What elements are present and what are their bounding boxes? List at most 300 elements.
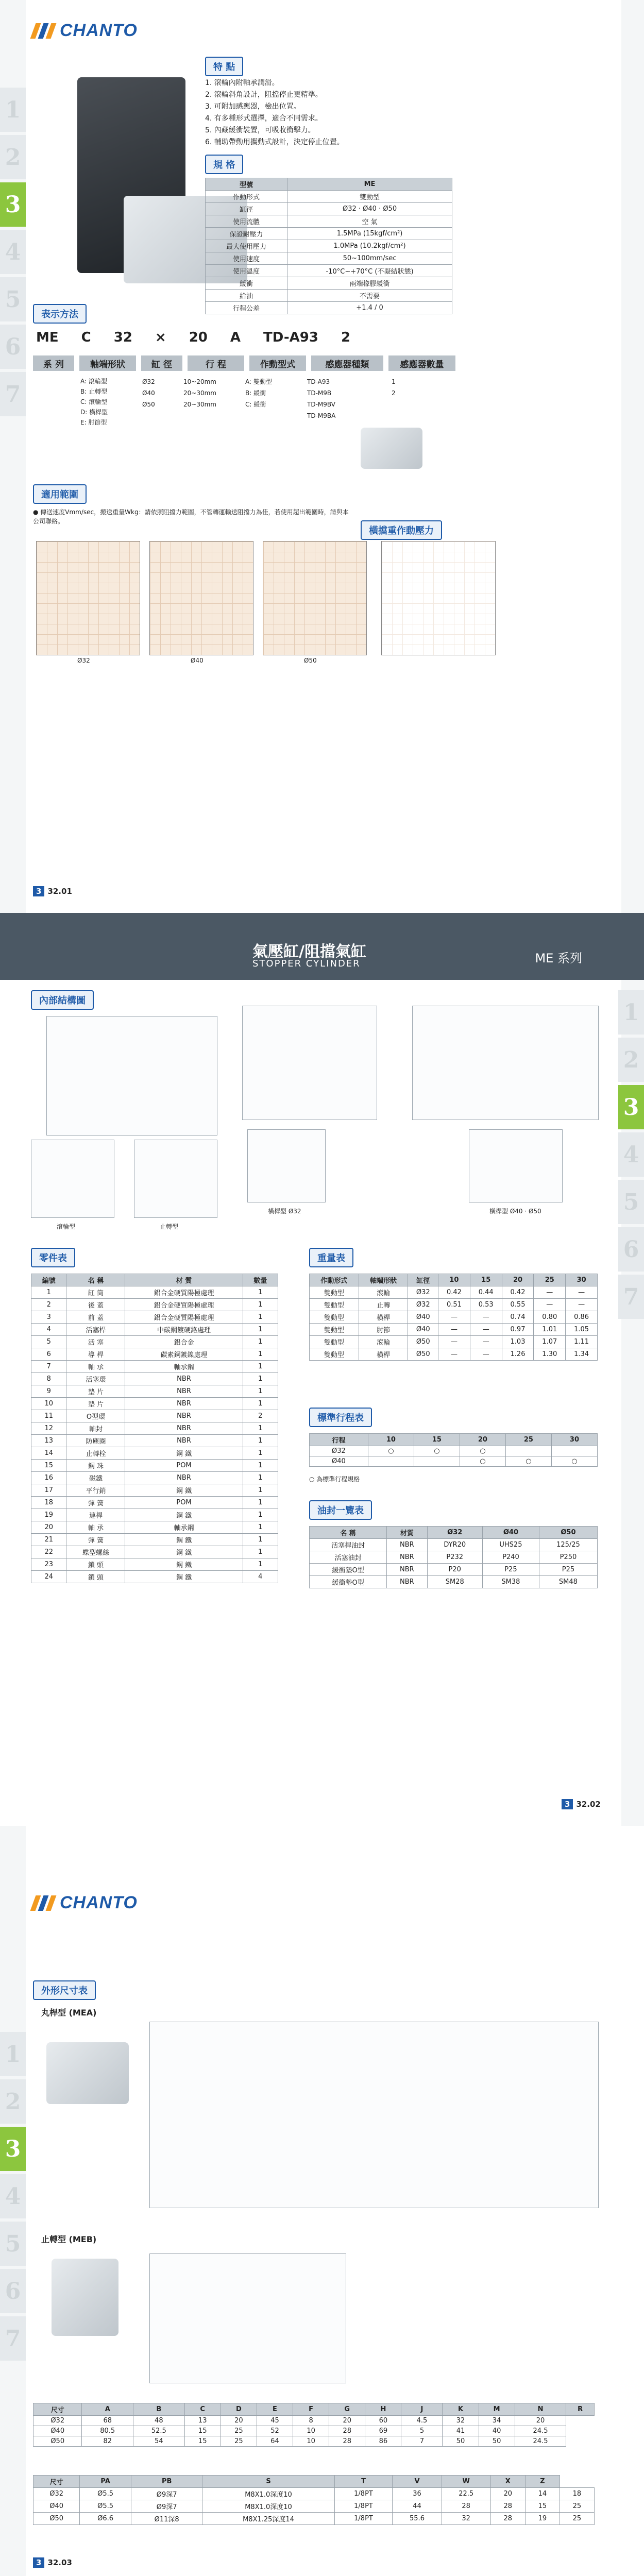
side-tab-2[interactable]: 2 bbox=[618, 1038, 644, 1082]
dim-head-cell: H bbox=[365, 2403, 401, 2416]
dim-head-cell: M bbox=[479, 2403, 515, 2416]
dim-head-cell: S bbox=[202, 2476, 334, 2488]
weight-cell: Ø40 bbox=[408, 1324, 438, 1336]
weight-cell: 雙動型 bbox=[310, 1299, 359, 1311]
stroke-table bbox=[309, 1433, 598, 1467]
table-row bbox=[31, 1497, 278, 1509]
seal-cell: P250 bbox=[539, 1551, 597, 1564]
weight-cell: Ø50 bbox=[408, 1348, 438, 1361]
dim-cell: 60 bbox=[365, 2416, 401, 2426]
stroke-cell: ○ bbox=[368, 1446, 414, 1456]
spec-cell: 緩衝 bbox=[206, 277, 287, 290]
parts-cell: 鋁合金硬質陽極處理 bbox=[125, 1311, 243, 1324]
side-tab-2[interactable]: 2 bbox=[0, 135, 26, 179]
dim-head-cell: Z bbox=[525, 2476, 560, 2488]
side-tab-3[interactable]: 3 bbox=[0, 182, 26, 227]
weight-cell: 1.05 bbox=[566, 1324, 598, 1336]
brand-logo bbox=[33, 1893, 138, 1913]
shaft-type-item: D: 橫桿型 bbox=[80, 409, 108, 416]
dim-cell: 15 bbox=[525, 2500, 560, 2513]
parts-cell: 磁鐵 bbox=[66, 1472, 125, 1484]
spec-cell: 不需要 bbox=[287, 290, 452, 302]
weight-cell: 雙動型 bbox=[310, 1311, 359, 1324]
weight-cell: 1.26 bbox=[502, 1348, 534, 1361]
weight-cell: — bbox=[438, 1311, 470, 1324]
dim-cell: 20 bbox=[490, 2488, 525, 2500]
dim-cell: Ø32 bbox=[33, 2416, 82, 2426]
dim-cell: 80.5 bbox=[82, 2426, 133, 2436]
parts-cell: 鋁合金硬質陽極處理 bbox=[125, 1299, 243, 1311]
table-row bbox=[31, 1348, 278, 1361]
dim-head-cell: E bbox=[257, 2403, 293, 2416]
seal-cell: P240 bbox=[482, 1551, 539, 1564]
table-row bbox=[33, 2436, 595, 2447]
usage-title: 適用範圍 bbox=[33, 484, 87, 504]
dim-cell: 54 bbox=[133, 2436, 185, 2447]
side-tab-7[interactable]: 7 bbox=[0, 2316, 26, 2361]
dim-cell: 50 bbox=[479, 2436, 515, 2447]
spec-table bbox=[205, 178, 452, 314]
side-tab-4[interactable]: 4 bbox=[618, 1132, 644, 1177]
stroke-list bbox=[183, 376, 216, 410]
parts-cell: 鋼 珠 bbox=[66, 1460, 125, 1472]
dim-cell: 1/8PT bbox=[334, 2500, 393, 2513]
order-code: × bbox=[155, 330, 166, 345]
dim-cell: 1/8PT bbox=[334, 2513, 393, 2525]
side-tab-1[interactable]: 1 bbox=[618, 990, 644, 1035]
dim-cell: 28 bbox=[490, 2500, 525, 2513]
weight-cell: 1.30 bbox=[534, 1348, 566, 1361]
spec-cell: Ø32 · Ø40 · Ø50 bbox=[287, 203, 452, 215]
dim-cell: 68 bbox=[82, 2416, 133, 2426]
parts-cell: 16 bbox=[31, 1472, 66, 1484]
parts-head-cell: 名 稱 bbox=[66, 1274, 125, 1286]
dim-head-cell: X bbox=[490, 2476, 525, 2488]
parts-head-cell: 數量 bbox=[243, 1274, 278, 1286]
side-tab-7[interactable]: 7 bbox=[618, 1275, 644, 1319]
seal-cell: 緩衝墊O型 bbox=[310, 1564, 387, 1576]
parts-cell: 1 bbox=[243, 1472, 278, 1484]
table-row bbox=[310, 1576, 598, 1588]
weight-cell: Ø32 bbox=[408, 1299, 438, 1311]
logo-mark-icon bbox=[33, 1895, 56, 1911]
parts-cell: 鋼 鐵 bbox=[125, 1484, 243, 1497]
struct-drawing-roller bbox=[46, 1016, 217, 1136]
catalog-page-1 bbox=[0, 0, 644, 913]
page-number bbox=[33, 2557, 72, 2568]
weight-cell: 0.42 bbox=[502, 1286, 534, 1299]
table-row bbox=[310, 1539, 598, 1551]
parts-cell: 前 蓋 bbox=[66, 1311, 125, 1324]
side-tab-3[interactable]: 3 bbox=[618, 1085, 644, 1129]
parts-cell: 1 bbox=[243, 1435, 278, 1447]
feature-item: 1. 滾輪內附軸承潤滑。 bbox=[205, 79, 279, 87]
dim-cell: 41 bbox=[443, 2426, 479, 2436]
seal-cell: SM48 bbox=[539, 1576, 597, 1588]
parts-cell: 1 bbox=[243, 1497, 278, 1509]
seal-cell: SM28 bbox=[427, 1576, 482, 1588]
table-row bbox=[310, 1311, 598, 1324]
table-row bbox=[310, 1456, 598, 1467]
weight-cell: — bbox=[470, 1336, 502, 1348]
table-row bbox=[310, 1551, 598, 1564]
parts-cell: 18 bbox=[31, 1497, 66, 1509]
weight-cell: 0.80 bbox=[534, 1311, 566, 1324]
table-row bbox=[310, 1446, 598, 1456]
stroke-cell bbox=[505, 1446, 551, 1456]
parts-cell: 1 bbox=[243, 1558, 278, 1571]
dim-cell: 28 bbox=[329, 2426, 365, 2436]
seal-head-cell: Ø50 bbox=[539, 1527, 597, 1539]
parts-cell: 1 bbox=[243, 1546, 278, 1558]
table-row bbox=[31, 1521, 278, 1534]
weight-cell: — bbox=[534, 1286, 566, 1299]
parts-cell: 鋁合金 bbox=[125, 1336, 243, 1348]
seal-head-cell: Ø40 bbox=[482, 1527, 539, 1539]
seal-cell: SM38 bbox=[482, 1576, 539, 1588]
page-number-text: 32.02 bbox=[576, 1800, 601, 1809]
page-number bbox=[33, 886, 72, 896]
page-number-text: 32.03 bbox=[47, 2558, 72, 2567]
parts-cell: 平行銷 bbox=[66, 1484, 125, 1497]
page-number-text: 32.01 bbox=[47, 887, 72, 896]
shaft-type-item: C: 滾輪型 bbox=[80, 398, 108, 405]
dim-head-cell: K bbox=[443, 2403, 479, 2416]
dim-cell: 28 bbox=[329, 2436, 365, 2447]
side-tab-7[interactable]: 7 bbox=[0, 372, 26, 416]
shaft-type-list bbox=[80, 376, 108, 428]
side-tab-6[interactable]: 6 bbox=[618, 1227, 644, 1272]
stroke-item: 10~20mm bbox=[183, 378, 216, 385]
chart-caption: Ø50 bbox=[304, 657, 317, 664]
dim-cell: 52 bbox=[257, 2426, 293, 2436]
dim-cell: 50 bbox=[443, 2436, 479, 2447]
table-row bbox=[31, 1484, 278, 1497]
parts-cell: 墊 片 bbox=[66, 1385, 125, 1398]
dim-cell: 86 bbox=[365, 2436, 401, 2447]
seal-cell: DYR20 bbox=[427, 1539, 482, 1551]
parts-cell: NBR bbox=[125, 1373, 243, 1385]
dim-head-cell: PA bbox=[80, 2476, 131, 2488]
table-row bbox=[33, 2500, 595, 2513]
parts-cell: 1 bbox=[243, 1361, 278, 1373]
struct-label: 橫桿型 Ø32 bbox=[268, 1208, 301, 1215]
order-code: TD-A93 bbox=[263, 330, 318, 345]
side-tab-1[interactable]: 1 bbox=[0, 88, 26, 132]
parts-cell: 彈 簧 bbox=[66, 1534, 125, 1546]
weight-cell: — bbox=[566, 1299, 598, 1311]
weight-cell: 雙動型 bbox=[310, 1348, 359, 1361]
parts-cell: 20 bbox=[31, 1521, 66, 1534]
stroke-cell: ○ bbox=[414, 1446, 460, 1456]
parts-head-cell: 編號 bbox=[31, 1274, 66, 1286]
dim-cell: 64 bbox=[257, 2436, 293, 2447]
side-tab-6[interactable]: 6 bbox=[0, 2269, 26, 2313]
side-tab-5[interactable]: 5 bbox=[0, 277, 26, 321]
dim-cell: 1/8PT bbox=[334, 2488, 393, 2500]
parts-cell: 22 bbox=[31, 1546, 66, 1558]
weight-cell: 0.42 bbox=[438, 1286, 470, 1299]
parts-cell: NBR bbox=[125, 1435, 243, 1447]
weight-cell: 0.74 bbox=[502, 1311, 534, 1324]
sensor-item: TD-M9BA bbox=[307, 412, 336, 419]
bore-item: Ø32 bbox=[142, 378, 155, 385]
stroke-item: 20~30mm bbox=[183, 401, 216, 408]
dim-head-cell: T bbox=[334, 2476, 393, 2488]
catalog-page-3 bbox=[0, 1826, 644, 2576]
parts-cell: 鋼 鐵 bbox=[125, 1558, 243, 1571]
struct-drawing-toggle-b bbox=[469, 1129, 563, 1202]
right-rail bbox=[621, 0, 644, 913]
order-code: A bbox=[230, 330, 241, 345]
parts-cell: 5 bbox=[31, 1336, 66, 1348]
parts-cell: 15 bbox=[31, 1460, 66, 1472]
dim-cell: Ø11深8 bbox=[131, 2513, 202, 2525]
table-row bbox=[31, 1534, 278, 1546]
feature-item: 3. 可附加感應器，檢出位置。 bbox=[205, 103, 301, 111]
stroke-head-cell: 行程 bbox=[310, 1434, 368, 1446]
parts-cell: 12 bbox=[31, 1422, 66, 1435]
weight-cell: 滾輪 bbox=[359, 1286, 408, 1299]
parts-cell: 1 bbox=[243, 1422, 278, 1435]
parts-cell: 後 蓋 bbox=[66, 1299, 125, 1311]
seal-cell: P232 bbox=[427, 1551, 482, 1564]
parts-cell: 碳素鋼鍍鎳處理 bbox=[125, 1348, 243, 1361]
dim-head-cell: B bbox=[133, 2403, 185, 2416]
dim-cell: 28 bbox=[490, 2513, 525, 2525]
side-tab-4[interactable]: 4 bbox=[0, 230, 26, 274]
operating-pressure-chart bbox=[381, 541, 496, 655]
dim-cell: 18 bbox=[560, 2488, 594, 2500]
weight-cell: 0.44 bbox=[470, 1286, 502, 1299]
action-list bbox=[245, 376, 272, 410]
sensor-count-list bbox=[392, 376, 396, 399]
parts-cell: 軸承鋼 bbox=[125, 1521, 243, 1534]
stroke-cell: ○ bbox=[460, 1446, 505, 1456]
parts-cell: 鋼 鐵 bbox=[125, 1509, 243, 1521]
table-row bbox=[33, 2416, 595, 2426]
parts-cell: 軸 承 bbox=[66, 1521, 125, 1534]
chapter-badge: 3 bbox=[33, 886, 44, 896]
parts-cell: 1 bbox=[243, 1398, 278, 1410]
parts-cell: 鎖 頭 bbox=[66, 1558, 125, 1571]
side-tab-5[interactable]: 5 bbox=[618, 1180, 644, 1224]
spec-cell: 空 氣 bbox=[287, 215, 452, 228]
shaft-type-item: A: 滾輪型 bbox=[80, 378, 107, 385]
dim-cell: 10 bbox=[293, 2426, 329, 2436]
weight-cell: 0.55 bbox=[502, 1299, 534, 1311]
spec-cell: 作動形式 bbox=[206, 191, 287, 203]
sensor-item: TD-A93 bbox=[307, 378, 330, 385]
weight-cell: 橫桿 bbox=[359, 1348, 408, 1361]
table-row bbox=[31, 1558, 278, 1571]
dim-cell: 36 bbox=[393, 2488, 442, 2500]
weight-cell: 橫桿 bbox=[359, 1311, 408, 1324]
weight-cell: — bbox=[438, 1336, 470, 1348]
weight-cell: Ø32 bbox=[408, 1286, 438, 1299]
parts-cell: 鋼 鐵 bbox=[125, 1546, 243, 1558]
weight-cell: — bbox=[470, 1348, 502, 1361]
dim-drawing-mea bbox=[149, 2022, 599, 2208]
parts-cell: 10 bbox=[31, 1398, 66, 1410]
dim-head-cell: D bbox=[221, 2403, 257, 2416]
weight-cell: 0.51 bbox=[438, 1299, 470, 1311]
spec-cell: 雙動型 bbox=[287, 191, 452, 203]
seal-cell: 活塞油封 bbox=[310, 1551, 387, 1564]
stroke-cell: ○ bbox=[460, 1456, 505, 1467]
dim-head-cell: 尺寸 bbox=[33, 2476, 80, 2488]
parts-cell: 軸承鋼 bbox=[125, 1361, 243, 1373]
features-title: 特 點 bbox=[205, 57, 243, 76]
side-tab-6[interactable]: 6 bbox=[0, 325, 26, 369]
parts-cell: 中碳鋼鍍硬鉻處理 bbox=[125, 1324, 243, 1336]
seal-cell: P20 bbox=[427, 1564, 482, 1576]
parts-cell: 1 bbox=[243, 1348, 278, 1361]
stroke-cell bbox=[551, 1446, 597, 1456]
brand-name: CHANTO bbox=[60, 21, 138, 40]
weight-cell: 雙動型 bbox=[310, 1286, 359, 1299]
table-row bbox=[310, 1336, 598, 1348]
parts-cell: 1 bbox=[243, 1373, 278, 1385]
struct-label: 滾輪型 bbox=[57, 1223, 76, 1230]
parts-cell: NBR bbox=[125, 1472, 243, 1484]
header-title-en: STOPPER CYLINDER bbox=[252, 958, 361, 969]
order-head: 感應器數量 bbox=[388, 355, 455, 371]
parts-cell: O型環 bbox=[66, 1410, 125, 1422]
parts-cell: NBR bbox=[125, 1422, 243, 1435]
dim-cell: 15 bbox=[184, 2426, 221, 2436]
parts-cell: 1 bbox=[243, 1534, 278, 1546]
usage-chart-3 bbox=[263, 541, 367, 655]
parts-title: 零件表 bbox=[31, 1248, 75, 1267]
table-row bbox=[31, 1410, 278, 1422]
table-row bbox=[33, 2513, 595, 2525]
spec-cell: +1.4 / 0 bbox=[287, 302, 452, 314]
parts-cell: 彈 簧 bbox=[66, 1497, 125, 1509]
dim-head-cell: G bbox=[329, 2403, 365, 2416]
stroke-item: 20~30mm bbox=[183, 389, 216, 397]
parts-cell: 21 bbox=[31, 1534, 66, 1546]
dim-cell: 52.5 bbox=[133, 2426, 185, 2436]
dim-cell: Ø6.6 bbox=[80, 2513, 131, 2525]
calc-title: 橫擋重作動壓力 bbox=[361, 520, 442, 540]
table-row bbox=[31, 1361, 278, 1373]
seal-cell: NBR bbox=[387, 1551, 427, 1564]
parts-cell: NBR bbox=[125, 1410, 243, 1422]
parts-cell: 蝶型螺絲 bbox=[66, 1546, 125, 1558]
parts-cell: 1 bbox=[243, 1385, 278, 1398]
stroke-head-cell: 10 bbox=[368, 1434, 414, 1446]
weight-cell: 1.03 bbox=[502, 1336, 534, 1348]
struct-label: 止轉型 bbox=[160, 1223, 179, 1230]
weight-head-cell: 缸徑 bbox=[408, 1274, 438, 1286]
table-row bbox=[310, 1324, 598, 1336]
side-tab-2[interactable]: 2 bbox=[0, 2079, 26, 2124]
dim-cell: 45 bbox=[257, 2416, 293, 2426]
parts-cell: 19 bbox=[31, 1509, 66, 1521]
parts-cell: 軸封 bbox=[66, 1422, 125, 1435]
weight-head-cell: 25 bbox=[534, 1274, 566, 1286]
action-item: A: 雙動型 bbox=[245, 378, 272, 385]
chapter-badge: 3 bbox=[562, 1799, 573, 1809]
weight-head-cell: 20 bbox=[502, 1274, 534, 1286]
weight-title: 重量表 bbox=[309, 1248, 353, 1267]
dim-cell: 8 bbox=[293, 2416, 329, 2426]
parts-cell: 2 bbox=[243, 1410, 278, 1422]
chart-caption: Ø32 bbox=[77, 657, 90, 664]
spec-cell: 行程公差 bbox=[206, 302, 287, 314]
weight-table bbox=[309, 1274, 598, 1361]
parts-cell: 軸 承 bbox=[66, 1361, 125, 1373]
sensor-count-item: 1 bbox=[392, 378, 396, 385]
stroke-head-cell: 15 bbox=[414, 1434, 460, 1446]
table-row bbox=[31, 1509, 278, 1521]
dim-cell: 5 bbox=[401, 2426, 443, 2436]
dim-head-cell: W bbox=[442, 2476, 490, 2488]
dim-cell: Ø9深7 bbox=[131, 2488, 202, 2500]
dim-cell: 13 bbox=[184, 2416, 221, 2426]
dim-cell: 28 bbox=[442, 2500, 490, 2513]
table-row bbox=[33, 2426, 595, 2436]
dim-cell: M8X1.0深度10 bbox=[202, 2488, 334, 2500]
side-tab-3[interactable]: 3 bbox=[0, 2127, 26, 2171]
weight-cell: — bbox=[470, 1324, 502, 1336]
usage-note: ● 傳送速度Vmm/sec，搬送重量Wkg：請依照阻擋力範圍，不管轉運輸送阻擋力為佳，若使用超出範圍時，請與本公司聯絡。 bbox=[33, 509, 349, 525]
struct-title: 內部結構圖 bbox=[31, 990, 94, 1010]
weight-cell: 雙動型 bbox=[310, 1336, 359, 1348]
spec-cell: 最大使用壓力 bbox=[206, 240, 287, 252]
dim-cell: Ø40 bbox=[33, 2500, 80, 2513]
weight-cell: — bbox=[470, 1311, 502, 1324]
seal-cell: P25 bbox=[539, 1564, 597, 1576]
dim-cell: 24.5 bbox=[515, 2436, 566, 2447]
parts-cell: 防塵圈 bbox=[66, 1435, 125, 1447]
spec-cell: 給油 bbox=[206, 290, 287, 302]
spec-cell: 保證耐壓力 bbox=[206, 228, 287, 240]
dim-cell: 22.5 bbox=[442, 2488, 490, 2500]
dim-cell: M8X1.0深度10 bbox=[202, 2500, 334, 2513]
struct-drawing-toggle-a bbox=[247, 1129, 326, 1202]
struct-drawing-section bbox=[31, 1140, 114, 1218]
order-head: 感應器種類 bbox=[311, 355, 383, 371]
side-tab-1[interactable]: 1 bbox=[0, 2032, 26, 2076]
seal-head-cell: 材質 bbox=[387, 1527, 427, 1539]
weight-cell: — bbox=[438, 1324, 470, 1336]
parts-cell: 鋼 鐵 bbox=[125, 1571, 243, 1583]
parts-cell: 9 bbox=[31, 1385, 66, 1398]
side-tab-4[interactable]: 4 bbox=[0, 2174, 26, 2218]
dim-cell: 25 bbox=[560, 2513, 594, 2525]
seal-title: 油封一覽表 bbox=[309, 1500, 372, 1520]
seal-head-cell: Ø32 bbox=[427, 1527, 482, 1539]
dim-cell: Ø5.5 bbox=[80, 2488, 131, 2500]
feature-item: 2. 滾輪斜角設計，阻擋停止更精準。 bbox=[205, 91, 323, 99]
sensor-list bbox=[307, 376, 335, 421]
table-row bbox=[310, 1299, 598, 1311]
weight-cell: 0.97 bbox=[502, 1324, 534, 1336]
parts-cell: 連桿 bbox=[66, 1509, 125, 1521]
dimension-title: 外形尺寸表 bbox=[33, 1980, 96, 2000]
struct-drawing-lever-32 bbox=[242, 1006, 377, 1120]
order-head: 作動型式 bbox=[249, 355, 306, 371]
side-tab-5[interactable]: 5 bbox=[0, 2222, 26, 2266]
dim-cell: Ø50 bbox=[33, 2513, 80, 2525]
dim-cell: 48 bbox=[133, 2416, 185, 2426]
struct-drawing-stopper bbox=[134, 1140, 217, 1218]
order-head: 缸 徑 bbox=[141, 355, 182, 371]
dim-head-cell: N bbox=[515, 2403, 566, 2416]
dim-cell: Ø32 bbox=[33, 2488, 80, 2500]
